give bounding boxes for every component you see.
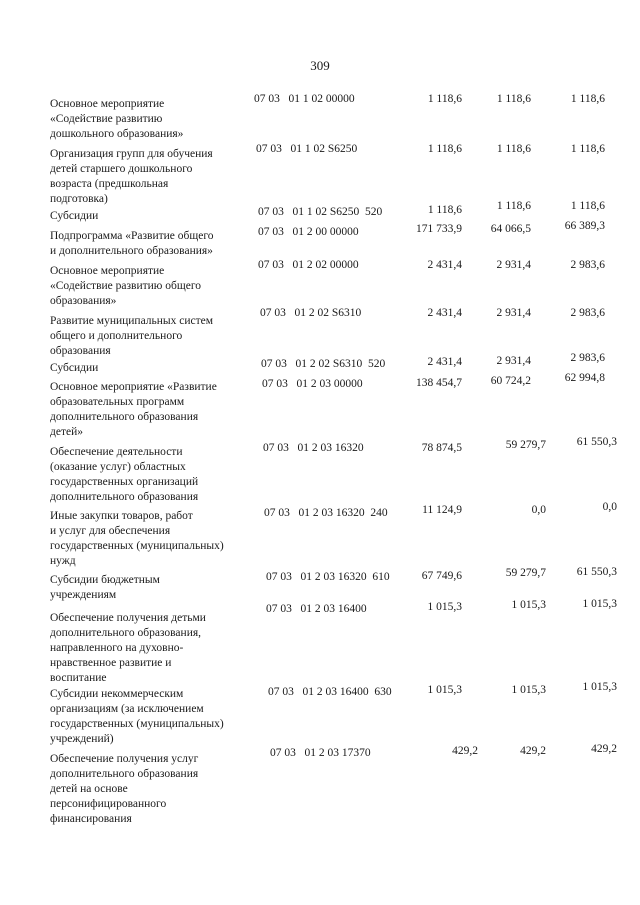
value-year-3: 1 118,6: [570, 143, 605, 155]
budget-code: 07 03 01 1 02 S6250 520: [258, 206, 383, 218]
value-year-2: 2 931,4: [496, 259, 531, 271]
item-name-line: Иные закупки товаров, работ: [50, 510, 193, 522]
budget-code: 07 03 01 2 02 00000: [258, 259, 359, 271]
budget-code: 07 03 01 2 02 S6310 520: [261, 358, 386, 370]
item-name-line: учреждениям: [50, 589, 117, 601]
item-name: [50, 445, 260, 505]
item-name: [50, 509, 260, 569]
budget-code: 07 03 01 1 02 S6250: [256, 143, 358, 155]
item-name-line: Основное мероприятие: [50, 265, 165, 277]
value-year-1: 11 124,9: [422, 504, 462, 516]
value-year-2: 0,0: [531, 504, 546, 516]
item-name-line: нравственное развитие и: [50, 657, 172, 669]
item-name-line: дошкольного образования»: [50, 128, 184, 140]
item-name: [50, 687, 260, 747]
item-name-line: воспитание: [50, 672, 107, 684]
item-name-line: учреждений): [50, 733, 114, 745]
item-name-line: общего и дополнительного: [50, 330, 183, 342]
item-name-line: дополнительного образования: [50, 491, 199, 503]
value-year-2: 1 015,3: [511, 684, 546, 696]
value-year-1: 2 431,4: [427, 356, 462, 368]
item-name-line: Субсидии некоммерческим: [50, 688, 184, 700]
item-name-line: возраста (предшкольная: [50, 178, 169, 190]
value-year-2: 1 118,6: [496, 93, 531, 105]
item-name: [50, 229, 260, 259]
item-name-line: детей»: [50, 426, 83, 438]
item-name-line: Обеспечение получения услуг: [50, 753, 199, 765]
item-name-line: (оказание услуг) областных: [50, 461, 186, 473]
item-name-line: Основное мероприятие: [50, 98, 165, 110]
item-name: [50, 611, 260, 686]
item-name-line: образования»: [50, 295, 117, 307]
item-name-line: Субсидии: [50, 362, 99, 374]
value-year-1: 2 431,4: [427, 307, 462, 319]
item-name-line: Развитие муниципальных систем: [50, 315, 214, 327]
item-name-line: нужд: [50, 555, 76, 567]
item-name-line: Организация групп для обучения: [50, 148, 213, 160]
value-year-3: 429,2: [591, 743, 617, 755]
item-name-line: дополнительного образования: [50, 411, 199, 423]
value-year-1: 429,2: [452, 745, 478, 757]
budget-code: 07 03 01 2 03 16320 610: [266, 571, 390, 583]
value-year-2: 429,2: [520, 745, 546, 757]
value-year-2: 1 118,6: [496, 200, 531, 212]
value-year-3: 62 994,8: [564, 372, 605, 384]
item-name-line: Обеспечение деятельности: [50, 446, 183, 458]
budget-code: 07 03 01 2 03 00000: [262, 378, 363, 390]
item-name-line: дополнительного образования: [50, 768, 199, 780]
budget-code: 07 03 01 1 02 00000: [254, 93, 355, 105]
value-year-3: 1 015,3: [582, 681, 617, 693]
item-name: [50, 314, 260, 359]
value-year-2: 2 931,4: [496, 307, 531, 319]
budget-code: 07 03 01 2 02 S6310: [260, 307, 362, 319]
budget-code: 07 03 01 2 03 16320 240: [264, 507, 388, 519]
item-name-line: дополнительного образования,: [50, 627, 202, 639]
value-year-1: 1 118,6: [427, 93, 462, 105]
value-year-1: 2 431,4: [427, 259, 462, 271]
item-name: [50, 264, 260, 309]
item-name-line: и дополнительного образования»: [50, 245, 213, 257]
value-year-1: 67 749,6: [421, 570, 462, 582]
item-name-line: организациям (за исключением: [50, 703, 204, 715]
value-year-2: 59 279,7: [505, 567, 546, 579]
item-name-line: подготовка): [50, 193, 108, 205]
value-year-2: 1 015,3: [511, 599, 546, 611]
item-name: [50, 752, 260, 827]
item-name: [50, 361, 260, 376]
budget-code: 07 03 01 2 03 16400: [266, 603, 367, 615]
item-name-line: «Содействие развитию общего: [50, 280, 202, 292]
item-name: [50, 380, 260, 440]
item-name-line: Субсидии: [50, 210, 99, 222]
budget-code: 07 03 01 2 03 16320: [263, 442, 364, 454]
value-year-1: 78 874,5: [421, 442, 462, 454]
value-year-3: 2 983,6: [570, 352, 605, 364]
value-year-2: 64 066,5: [490, 223, 531, 235]
item-name-line: государственных организаций: [50, 476, 199, 488]
value-year-1: 138 454,7: [416, 377, 462, 389]
value-year-1: 1 015,3: [427, 684, 462, 696]
page-number: 309: [310, 58, 330, 73]
budget-code: 07 03 01 2 00 00000: [258, 226, 359, 238]
item-name-line: детей на основе: [50, 783, 128, 795]
value-year-1: 1 015,3: [427, 601, 462, 613]
item-name-line: детей старшего дошкольного: [50, 163, 193, 175]
item-name-line: персонифицированного: [50, 798, 167, 810]
item-name-line: государственных (муниципальных): [50, 718, 224, 730]
item-name: [50, 209, 260, 224]
item-name: [50, 147, 260, 207]
item-name-line: государственных (муниципальных): [50, 540, 224, 552]
value-year-3: 2 983,6: [570, 259, 605, 271]
value-year-3: 1 118,6: [570, 200, 605, 212]
value-year-2: 2 931,4: [496, 355, 531, 367]
item-name-line: Подпрограмма «Развитие общего: [50, 230, 214, 242]
value-year-3: 2 983,6: [570, 307, 605, 319]
item-name-line: Субсидии бюджетным: [50, 574, 160, 586]
item-name: [50, 97, 260, 142]
value-year-1: 1 118,6: [427, 143, 462, 155]
value-year-2: 60 724,2: [490, 375, 531, 387]
value-year-2: 1 118,6: [496, 143, 531, 155]
item-name-line: направленного на духовно-: [50, 642, 184, 654]
item-name-line: образования: [50, 345, 111, 357]
value-year-3: 66 389,3: [564, 220, 605, 232]
value-year-1: 171 733,9: [416, 223, 462, 235]
item-name-line: финансирования: [50, 813, 132, 825]
budget-code: 07 03 01 2 03 16400 630: [268, 686, 392, 698]
item-name-line: Обеспечение получения детьми: [50, 612, 206, 624]
item-name-line: «Содействие развитию: [50, 113, 163, 125]
value-year-3: 61 550,3: [576, 566, 617, 578]
item-name-line: Основное мероприятие «Развитие: [50, 381, 217, 393]
value-year-1: 1 118,6: [427, 204, 462, 216]
item-name-line: образовательных программ: [50, 396, 185, 408]
value-year-3: 61 550,3: [576, 436, 617, 448]
budget-code: 07 03 01 2 03 17370: [270, 747, 371, 759]
value-year-3: 1 118,6: [570, 93, 605, 105]
item-name-line: и услуг для обеспечения: [50, 525, 171, 537]
value-year-3: 1 015,3: [582, 598, 617, 610]
item-name: [50, 573, 260, 603]
value-year-3: 0,0: [602, 501, 617, 513]
value-year-2: 59 279,7: [505, 439, 546, 451]
